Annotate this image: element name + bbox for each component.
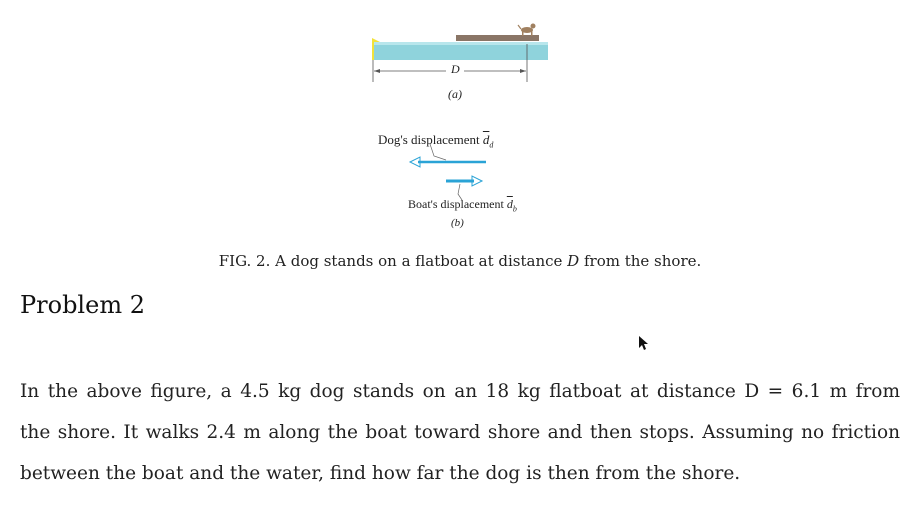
problem-statement — [20, 371, 900, 494]
boat-displacement-label: Boat's displacement $\overline{d}_b$ — [408, 197, 517, 214]
panel-b-label: (b) — [451, 217, 464, 229]
flatboat — [456, 35, 539, 41]
mouse-cursor-icon — [638, 335, 650, 355]
problem-line-1: In the above figure, a 4.5 kg dog stands on an 18 kg flatboat at distance D = 6.1 m from — [20, 381, 900, 402]
distance-label: D — [451, 62, 460, 76]
problem-line-2: the shore. It walks 2.4 m along the boat toward shore and then stops. Assuming no friction — [20, 422, 900, 443]
problem-line-3: between the boat and the water, find how far the dog is then from the shore. — [20, 463, 741, 484]
panel-a-label: (a) — [448, 87, 462, 101]
dog-icon — [518, 24, 536, 37]
problem-heading: Problem 2 — [20, 291, 145, 319]
figure — [360, 14, 560, 234]
figure-caption: FIG. 2. A dog stands on a flatboat at distance D from the shore. — [218, 252, 702, 270]
dog-displacement-label: Dog's displacement $\overline{d}_d$ — [378, 132, 494, 150]
